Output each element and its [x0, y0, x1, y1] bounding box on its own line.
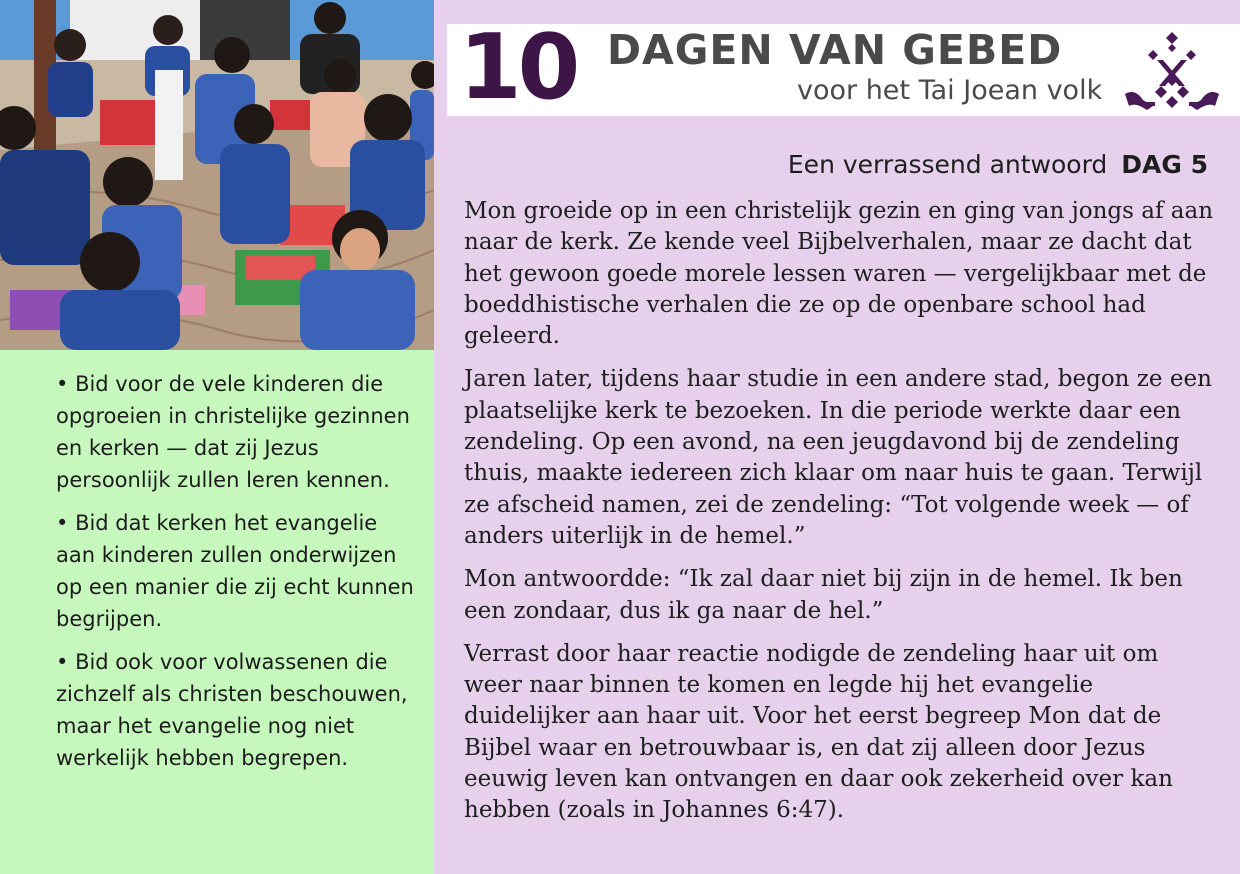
- story-paragraph: Jaren later, tijdens haar studie in een andere stad, begon ze een plaatselijke kerk te bezoeken. In die periode werkte daar een zendeling. Op een avond, na een jeugdavond bij de zendeling thuis, maakte iedereen zich klaar om naar huis te gaan. Terwijl ze afscheid namen, zei de zendeling: “Tot volgende week — of anders uiterlijk in de hemel.”: [464, 366, 1212, 549]
- header-number: 10: [459, 15, 577, 120]
- prayer-panel: [0, 350, 434, 874]
- header-subtitle: voor het Tai Joean volk: [797, 75, 1103, 106]
- story-paragraph: Mon groeide op in een christelijk gezin en ging van jongs af aan naar de kerk. Ze kende veel Bijbelverhalen, maar ze dacht dat het gewoon goede morele lessen waren — vergelijkbaar met de boeddhistische verhalen die ze op de openbare school had geleerd.: [464, 198, 1214, 350]
- children-opening-gift-boxes-photo: [0, 0, 434, 350]
- prayer-point: • Bid dat kerken het evangelie aan kinderen zullen onderwijzen op een manier die zij echt kunnen begrijpen.: [56, 507, 422, 635]
- day-title: Een verrassend antwoord: [787, 150, 1108, 179]
- story-paragraph: Verrast door haar reactie nodigde de zendeling haar uit om weer naar binnen te komen en legde hij het evangelie duidelijker aan haar uit. Voor het eerst begreep Mon dat de Bijbel waar en betrouwbaar is, en dat zij alleen door Jezus eeuwig leven kan ontvangen en daar ook zekerheid over kan hebben (zoals in Johannes 6:47).: [464, 640, 1173, 824]
- header-title: DAGEN VAN GEBED: [607, 26, 1063, 74]
- tai-joean-logo-icon: [1123, 30, 1221, 112]
- prayer-list: [56, 368, 422, 785]
- story-paragraph: Mon antwoordde: “Ik zal daar niet bij zijn in de hemel. Ik ben een zondaar, dus ik ga naar de hel.”: [464, 566, 1183, 624]
- prayer-point: • Bid voor de vele kinderen die opgroeien in christelijke gezinnen en kerken — dat zij Jezus persoonlijk zullen leren kennen.: [56, 368, 422, 496]
- children-photo: [0, 0, 434, 350]
- header-banner: [447, 15, 1240, 120]
- prayer-point: • Bid ook voor volwassenen die zichzelf als christen beschouwen, maar het evangelie nog niet werkelijk hebben begrepen.: [56, 646, 422, 774]
- day-label: DAG 5: [1121, 150, 1208, 179]
- day-heading: [788, 150, 1208, 179]
- story-text: [464, 196, 1214, 839]
